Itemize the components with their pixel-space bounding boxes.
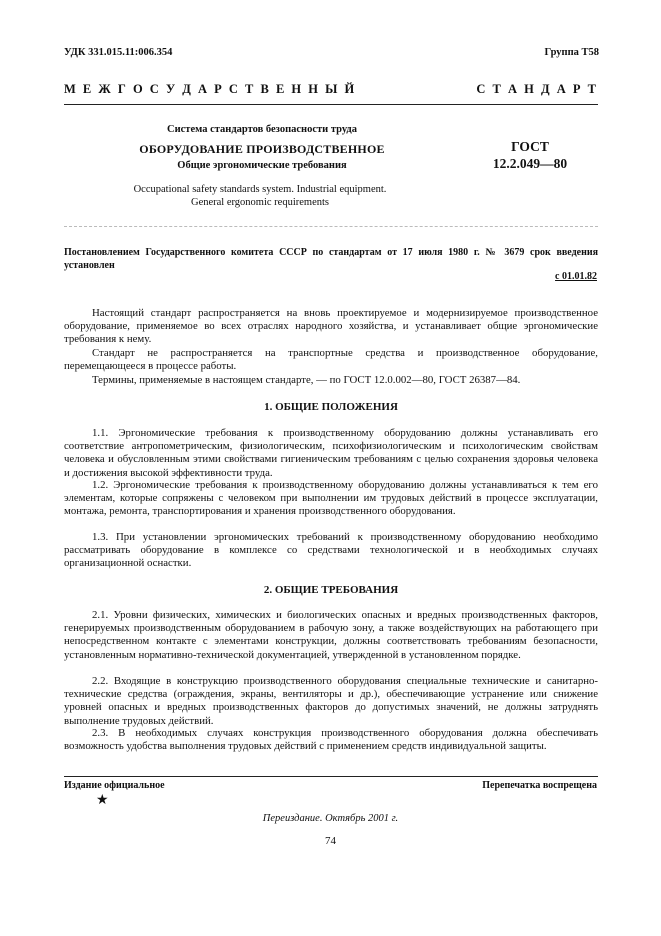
paragraph-2-1: 2.1. Уровни физических, химических и биологических опасных и вредных производственных факторов, генерируемых производственным оборудованием в рабочую зону, а также воздействующих на работающего при непосредственном контакте с элементами конструкции, должны соответствовать требованиям безопасности, установленным нормативно-технической документацией, утвержденной в установленном порядке. bbox=[64, 609, 598, 661]
title-divider bbox=[64, 226, 598, 227]
decree-text: Постановлением Государственного комитета СССР по стандартам от 17 июля 1980 г. № 3679 срок введения установлен bbox=[64, 247, 598, 271]
gost-designation bbox=[470, 138, 590, 172]
section-1-heading: 1. ОБЩИЕ ПОЛОЖЕНИЯ bbox=[264, 401, 398, 413]
intro-paragraph-1: Настоящий стандарт распространяется на вновь проектируемое и модернизируемое производственное оборудование, применяемое во всех отраслях народного хозяйства, и устанавливает общие эргономические требования к нему. bbox=[64, 307, 598, 346]
english-title-line2: General ergonomic requirements bbox=[190, 197, 329, 208]
intro-paragraph-2: Стандарт не распространяется на транспортные средства и производственное оборудование, перемещающееся в процессе работы. bbox=[64, 347, 598, 373]
footer-divider bbox=[64, 776, 598, 777]
top-divider bbox=[64, 104, 598, 105]
paragraph-1-1: 1.1. Эргономические требования к производственному оборудованию должны устанавливать его соответствие антропометрическим, физиологическим, психофизиологическим и психологическим свойствам человека и обусловленным этими свойствами гигиеническим требованиям с целью сохранения здоровья человека и достижения высокой эффективности труда. bbox=[64, 427, 598, 479]
udk-code: УДК 331.015.11:006.354 bbox=[64, 47, 173, 58]
banner-word-standard: С Т А Н Д А Р Т bbox=[476, 82, 598, 96]
intro-paragraph-3: Термины, применяемые в настоящем стандарте, — по ГОСТ 12.0.002—80, ГОСТ 26387—84. bbox=[92, 374, 521, 386]
group-code: Группа Т58 bbox=[544, 47, 599, 58]
paragraph-1-2: 1.2. Эргономические требования к производственному оборудованию должны устанавливаться к тем его элементам, которые сопряжены с человеком при выполнении им трудовых действий в процессе эксплуатации, монтажа, ремонта, транспортирования и хранения производственного оборудования. bbox=[64, 479, 598, 518]
effective-date: с 01.01.82 bbox=[555, 271, 597, 282]
paragraph-1-3: 1.3. При установлении эргономических требований к производственному оборудованию необходимо рассматривать оборудование в комплексе со средствами технологической и в необходимых случаях организационной оснастки. bbox=[64, 531, 598, 570]
reissue-note: Переиздание. Октябрь 2001 г. bbox=[262, 813, 399, 824]
reprint-prohibited-note: Перепечатка воспрещена bbox=[482, 780, 597, 791]
standard-type-banner bbox=[64, 82, 598, 97]
system-title: Система стандартов безопасности труда bbox=[167, 124, 357, 135]
paragraph-2-2: 2.2. Входящие в конструкцию производственного оборудования специальные технические и санитарно-технические средства (ограждения, экраны, вентиляторы и др.), обеспечивающие устранение или снижение уровней опасных и вредных производственных факторов до допустимых значений, не должны затруднять выполнение трудовых действий. bbox=[64, 675, 598, 727]
official-edition-note: Издание официальное bbox=[64, 780, 165, 791]
english-title bbox=[110, 183, 410, 209]
gost-label: ГОСТ bbox=[511, 139, 549, 154]
paragraph-2-3: 2.3. В необходимых случаях конструкция производственного оборудования должна обеспечивать возможность удобства выполнения трудовых действий с применением средств индивидуальной защиты. bbox=[64, 727, 598, 753]
subtitle: Общие эргономические требования bbox=[177, 160, 347, 171]
star-icon: ★ bbox=[96, 793, 109, 808]
banner-word-interstate: М Е Ж Г О С У Д А Р С Т В Е Н Н Ы Й bbox=[64, 82, 357, 96]
subject-title: ОБОРУДОВАНИЕ ПРОИЗВОДСТВЕННОЕ bbox=[139, 142, 385, 156]
section-2-heading: 2. ОБЩИЕ ТРЕБОВАНИЯ bbox=[263, 584, 399, 596]
gost-number: 12.2.049—80 bbox=[492, 156, 568, 171]
page-number: 74 bbox=[325, 835, 336, 847]
english-title-line1: Occupational safety standards system. Industrial equipment. bbox=[133, 184, 387, 195]
